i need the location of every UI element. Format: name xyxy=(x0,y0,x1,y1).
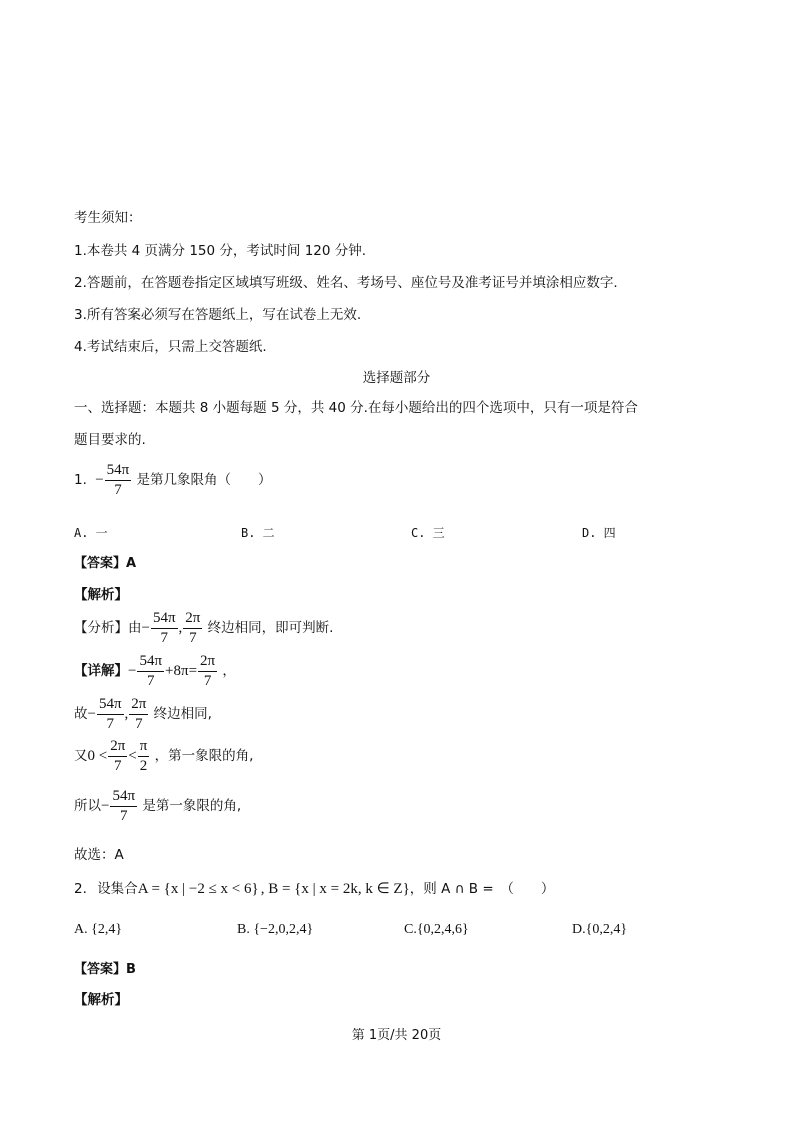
fraction-denominator: 7 xyxy=(203,672,212,689)
notice-item-3: 3.所有答案必须写在答题纸上，写在试卷上无效. xyxy=(74,307,362,323)
q1-fenxi-label: 【分析】由 xyxy=(74,620,142,636)
notice-item-4: 4.考试结束后，只需上交答题纸. xyxy=(74,339,267,355)
q1-gu xyxy=(74,694,212,734)
fraction-numerator: 2π xyxy=(198,654,217,672)
q1-suoyi-fraction xyxy=(110,789,137,824)
question-2-set-a: A = {x | −2 ≤ x < 6} xyxy=(137,881,259,897)
question-2-number: 2. xyxy=(74,881,87,897)
fraction-numerator: π xyxy=(138,739,150,757)
q1-detail-tail: ， xyxy=(222,663,236,679)
q1-choose: 故选：A xyxy=(74,847,124,863)
q1-detail-plus: +8π= xyxy=(165,663,198,679)
q1-suoyi xyxy=(74,786,241,826)
q1-answer: 【答案】A xyxy=(74,556,137,571)
q1-option-b: B. 二 xyxy=(241,526,275,540)
fraction-numerator: 2π xyxy=(183,611,202,629)
q1-you-text: ，第一象限的角, xyxy=(154,748,254,764)
q1-fenxi-text: 终边相同，即可判断. xyxy=(207,620,334,636)
q1-detail-fraction-2 xyxy=(198,654,217,689)
question-1-text: 是第几象限角（ ） xyxy=(136,472,272,488)
question-2-set-b: B = {x | x = 2k, k ∈ Z} xyxy=(268,881,410,897)
q1-you-fraction-1 xyxy=(108,739,127,774)
q1-gu-comma: , xyxy=(124,706,129,722)
q2-option-d: D.{0,2,4} xyxy=(572,922,628,937)
q1-option-c: C. 三 xyxy=(411,526,445,540)
fraction-numerator: 54π xyxy=(137,654,164,672)
q1-gu-text: 终边相同, xyxy=(153,706,212,722)
fraction-denominator: 2 xyxy=(139,757,148,774)
fraction-numerator: 54π xyxy=(105,463,132,481)
question-1-number: 1. xyxy=(74,472,87,488)
q1-detail xyxy=(74,651,236,691)
q1-you-label: 又 xyxy=(74,748,88,764)
q1-you-lt: < xyxy=(128,748,137,764)
q1-fenxi-minus: − xyxy=(141,620,150,636)
question-1-minus: − xyxy=(95,472,104,488)
notice-item-2: 2.答题前，在答题卷指定区域填写班级、姓名、考场号、座位号及准考证号并填涂相应数字. xyxy=(74,275,618,291)
question-1 xyxy=(74,462,272,498)
fraction-numerator: 2π xyxy=(108,739,127,757)
q1-you-expr: 0 < xyxy=(87,748,108,764)
notice-title: 考生须知： xyxy=(74,210,142,226)
fraction-denominator: 7 xyxy=(189,629,197,646)
q1-gu-label: 故 xyxy=(74,706,88,722)
q1-detail-label: 【详解】 xyxy=(74,663,128,679)
fraction-numerator: 2π xyxy=(129,697,148,715)
q1-suoyi-minus: − xyxy=(101,798,110,814)
q1-detail-fraction-1 xyxy=(137,654,164,689)
fraction-denominator: 7 xyxy=(135,715,143,732)
fraction-denominator: 7 xyxy=(106,715,114,732)
fraction-denominator: 7 xyxy=(114,481,122,498)
part-one-heading-line2: 题目要求的. xyxy=(74,432,146,448)
q1-suoyi-text: 是第一象限的角, xyxy=(142,798,242,814)
fraction-numerator: 54π xyxy=(110,789,137,807)
q1-fenxi xyxy=(74,608,333,648)
q2-answer: 【答案】B xyxy=(74,962,136,977)
notice-item-1: 1.本卷共 4 页满分 150 分，考试时间 120 分钟. xyxy=(74,243,367,259)
question-2-prefix: 设集合 xyxy=(97,881,138,897)
q2-option-a: A. {2,4} xyxy=(74,922,123,937)
question-2-tail: ，则 A ∩ B = （ ） xyxy=(409,881,555,897)
part-one-heading-line1: 一、选择题：本题共 8 小题每题 5 分，共 40 分.在每小题给出的四个选项中，只有一项是符合 xyxy=(74,400,638,416)
q2-option-c: C.{0,2,4,6} xyxy=(404,922,469,937)
page-footer: 第 1页/共 20页 xyxy=(351,1028,442,1043)
question-2: 2. 设集合A = {x | −2 ≤ x < 6} , B = {x | x = 2k, k ∈ Z}，则 A ∩ B = （ ） xyxy=(74,881,555,897)
question-1-fraction xyxy=(105,463,132,498)
q2-option-b: B. {−2,0,2,4} xyxy=(237,922,314,937)
fraction-numerator: 54π xyxy=(151,611,178,629)
fraction-numerator: 54π xyxy=(97,697,124,715)
fraction-denominator: 7 xyxy=(160,629,168,646)
q2-analysis-label: 【解析】 xyxy=(74,992,128,1008)
q1-gu-fraction-1 xyxy=(97,697,124,732)
q1-you-fraction-2 xyxy=(138,739,150,774)
q1-fenxi-fraction-1 xyxy=(151,611,178,646)
q1-you xyxy=(74,736,253,776)
q1-fenxi-comma: , xyxy=(178,620,183,636)
q1-gu-minus: − xyxy=(87,706,96,722)
fraction-denominator: 7 xyxy=(120,807,128,824)
q1-option-a: A. 一 xyxy=(74,526,108,540)
q1-detail-minus: − xyxy=(128,663,137,679)
q1-analysis-label: 【解析】 xyxy=(74,587,128,603)
q1-gu-fraction-2 xyxy=(129,697,148,732)
fraction-denominator: 7 xyxy=(147,672,155,689)
q1-suoyi-label: 所以 xyxy=(74,798,101,814)
section-title: 选择题部分 xyxy=(362,370,431,386)
q1-fenxi-fraction-2 xyxy=(183,611,202,646)
fraction-denominator: 7 xyxy=(114,757,122,774)
q1-option-d: D. 四 xyxy=(582,526,616,540)
